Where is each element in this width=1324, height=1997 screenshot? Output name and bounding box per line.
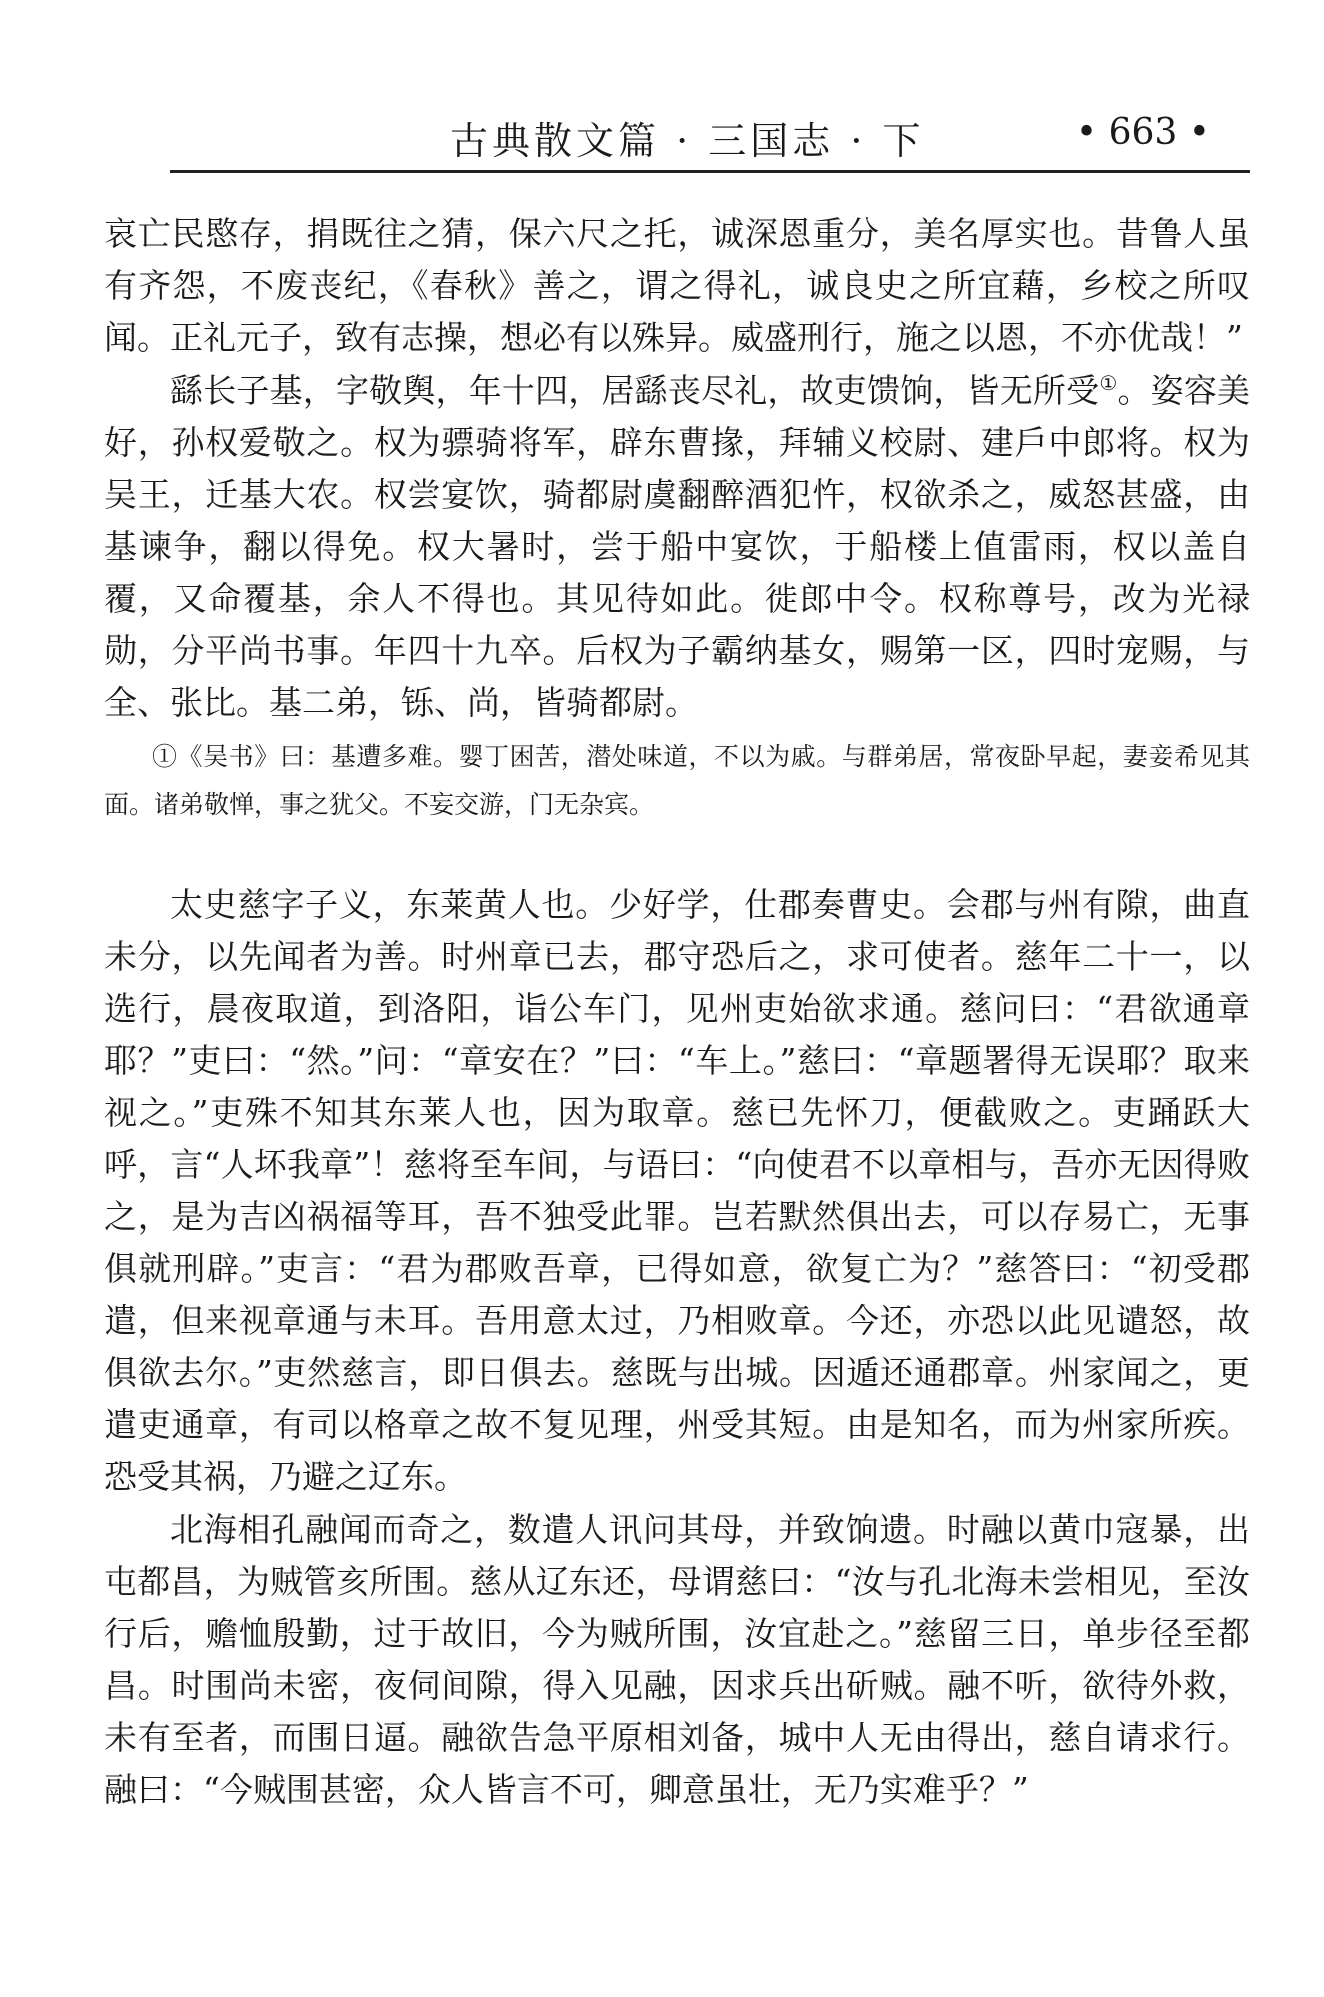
header-rule bbox=[170, 170, 1250, 173]
page-number: • 663 • bbox=[1075, 112, 1210, 153]
footnote: ①《吴书》曰：基遭多难。婴丁困苦，潜处味道，不以为戚。与群弟居，常夜卧早起，妻妾希见其面。诸弟敬惮，事之犹父。不妄交游，门无杂宾。 bbox=[104, 742, 1250, 819]
paragraph-taishi-ci: 太史慈字子义，东莱黄人也。少好学，仕郡奏曹史。会郡与州有隙，曲直未分，以先闻者为善。时州章已去，郡守恐后之，求可使者。慈年二十一，以选行，晨夜取道，到洛阳，诣公车门，见州吏始欲求通。慈问曰：“君欲通章耶？”吏曰：“然。”问：“章安在？”曰：“车上。”慈曰：“章题署得无误耶？取来视之。”吏殊不知其东莱人也，因为取章。慈已先怀刀，便截败之。吏踊跃大呼，言“人坏我章”！慈将至车间，与语曰：“向使君不以章相与，吾亦无因得败之，是为吉凶祸福等耳，吾不独受此罪。岂若默然俱出去，可以存易亡，无事俱就刑辟。”吏言：“君为郡败吾章，已得如意，欲复亡为？”慈答曰：“初受郡遣，但来视章通与未耳。吾用意太过，乃相败章。今还，亦恐以此见谴怒，故俱欲去尔。”吏然慈言，即日俱去。慈既与出城。因遁还通郡章。州家闻之，更遣吏通章，有司以格章之故不复见理，州受其短。由是知名，而为州家所疾。恐受其祸，乃避之辽东。 bbox=[104, 885, 1250, 1496]
footnote-marker: ① bbox=[1099, 371, 1118, 395]
section-gap bbox=[104, 829, 1250, 879]
paragraph-liu-ji-part-2: 。姿容美好，孙权爱敬之。权为骠骑将军，辟东曹掾，拜辅义校尉、建戶中郎将。权为吴王，迁基大农。权尝宴饮，骑都尉虞翻醉酒犯忤，权欲杀之，威怒甚盛，由基谏争，翻以得免。权大暑时，尝于船中宴饮，于船楼上值雷雨，权以盖自覆，又命覆基，余人不得也。其见待如此。徙郎中令。权称尊号，改为光禄勋，分平尚书事。年四十九卒。后权为子霸纳基女，赐第一区，四时宠赐，与全、张比。基二弟，铄、尚，皆骑都尉。 bbox=[104, 371, 1251, 722]
paragraph-liu-ji bbox=[104, 365, 1250, 729]
running-title: 古典散文篇 · 三国志 · 下 bbox=[450, 119, 925, 163]
paragraph-kong-rong: 北海相孔融闻而奇之，数遣人讯问其母，并致饷遗。时融以黄巾寇暴，出屯都昌，为贼管亥所围。慈从辽东还，母谓慈曰：“汝与孔北海未尝相见，至汝行后，赡恤殷勤，过于故旧，今为贼所围，汝宜赴之。”慈留三日，单步径至都昌。时围尚未密，夜伺间隙，得入见融，因求兵出斫贼。融不听，欲待外救，未有至者，而围日逼。融欲告急平原相刘备，城中人无由得出，慈自请求行。融曰：“今贼围甚密，众人皆言不可，卿意虽壮，无乃实难乎？” bbox=[104, 1510, 1250, 1809]
paragraph-letter-ending: 哀亡民愍存，捐既往之猜，保六尺之托，诚深恩重分，美名厚实也。昔鲁人虽有齐怨，不废丧纪，《春秋》善之，谓之得礼，诚良史之所宜藉，乡校之所叹闻。正礼元子，致有志操，想必有以殊异。威盛刑行，施之以恩，不亦优哉！” bbox=[104, 214, 1250, 357]
page-body bbox=[104, 208, 1250, 1817]
running-header bbox=[170, 108, 1250, 168]
paragraph-liu-ji-part-1: 繇长子基，字敬舆，年十四，居繇丧尽礼，故吏馈饷，皆无所受 bbox=[170, 371, 1100, 410]
